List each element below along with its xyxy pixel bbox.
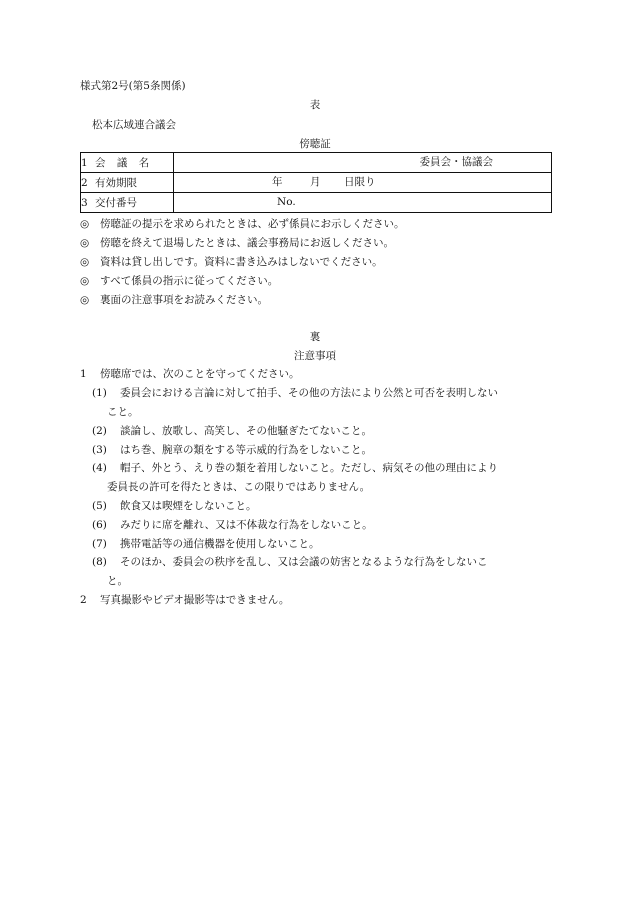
- year-unit: 年: [272, 176, 283, 188]
- double-circle-icon: ◎: [80, 275, 90, 287]
- section-title: 注意事項: [294, 350, 336, 362]
- subitem-text: 携帯電話等の通信機器を使用しないこと。: [120, 538, 320, 550]
- double-circle-icon: ◎: [80, 256, 90, 268]
- row-label: 有効期限: [95, 176, 137, 189]
- organization-name: 松本広域連合議会: [92, 119, 176, 131]
- subitem-number: (2): [92, 425, 107, 437]
- subitem-continuation: 委員長の許可を得たときは、この限りではありません。: [107, 481, 371, 493]
- subitem-number: (1): [92, 387, 107, 399]
- row-number: 3: [81, 196, 88, 209]
- row-label: 会 議 名: [95, 156, 154, 169]
- rule-subitem: [92, 518, 373, 532]
- subitem-number: (7): [92, 538, 107, 550]
- rule-subitem: [92, 461, 498, 475]
- rule-point-1: [80, 367, 300, 381]
- note-item: [80, 293, 268, 307]
- note-item: [80, 274, 278, 288]
- validity-date-text: [272, 175, 376, 189]
- rule-subitem: [92, 424, 372, 438]
- note-text: すべて係員の指示に従ってください。: [100, 275, 279, 287]
- subitem-continuation: こと。: [107, 406, 139, 418]
- subitem-number: (4): [92, 462, 107, 474]
- point-text: 写真撮影やビデオ撮影等はできません。: [100, 594, 290, 606]
- note-text: 傍聴を終えて退場したときは、議会事務局にお返しください。: [100, 237, 394, 249]
- card-title: 傍聴証: [299, 138, 331, 150]
- note-item: [80, 255, 383, 269]
- double-circle-icon: ◎: [80, 218, 90, 230]
- subitem-text: 帽子、外とう、えり巻の類を着用しないこと。ただし、病気その他の理由により: [120, 462, 498, 474]
- note-text: 資料は貸し出しです。資料に書き込みはしないでください。: [100, 256, 383, 268]
- rule-subitem: [92, 499, 257, 513]
- meeting-type-text: 委員会・協議会: [419, 156, 493, 168]
- form-label: 様式第2号(第5条関係): [80, 80, 186, 92]
- subitem-number: (8): [92, 556, 107, 568]
- subitem-text: 委員会における言論に対して拍手、その他の方法により公然と可否を表明しない: [120, 387, 498, 399]
- row-label-cell: [81, 153, 174, 173]
- back-side-label: 裏: [309, 331, 321, 343]
- rule-subitem: [92, 386, 498, 400]
- subitem-text: 飲食又は喫煙をしないこと。: [120, 500, 257, 512]
- double-circle-icon: ◎: [80, 237, 90, 249]
- row-label-cell: [81, 173, 174, 193]
- note-text: 裏面の注意事項をお読みください。: [100, 294, 268, 306]
- table-row: [81, 153, 552, 173]
- rule-subitem: [92, 537, 320, 551]
- point-text: 傍聴席では、次のことを守ってください。: [100, 368, 300, 380]
- row-label: 交付番号: [95, 196, 137, 209]
- subitem-number: (6): [92, 519, 107, 531]
- row-number: 2: [81, 176, 88, 189]
- day-limit-unit: 日限り: [344, 176, 376, 188]
- subitem-continuation: と。: [107, 575, 128, 587]
- point-number: 1: [80, 368, 87, 380]
- table-row: [81, 173, 552, 193]
- subitem-text: そのほか、委員会の秩序を乱し、又は会議の妨害となるような行為をしないこ: [120, 556, 488, 568]
- subitem-number: (3): [92, 444, 107, 456]
- note-item: [80, 217, 405, 231]
- month-unit: 月: [310, 176, 321, 188]
- table-row: [81, 193, 552, 213]
- rule-subitem: [92, 555, 488, 569]
- subitem-text: はち巻、腕章の類をする等示威的行為をしないこと。: [120, 444, 372, 456]
- pass-info-table: [80, 152, 552, 213]
- front-side-label: 表: [309, 99, 321, 111]
- row-label-cell: [81, 193, 174, 213]
- point-number: 2: [80, 594, 87, 606]
- row-number: 1: [81, 156, 88, 169]
- note-text: 傍聴証の提示を求められたときは、必ず係員にお示しください。: [100, 218, 405, 230]
- meeting-name-cell: [174, 153, 552, 173]
- rule-point-2: [80, 593, 289, 607]
- double-circle-icon: ◎: [80, 294, 90, 306]
- rule-subitem: [92, 443, 372, 457]
- subitem-text: みだりに席を離れ、又は不体裁な行為をしないこと。: [120, 519, 373, 531]
- issue-number-text: No.: [277, 196, 296, 208]
- subitem-number: (5): [92, 500, 107, 512]
- validity-date-cell: [174, 173, 552, 193]
- issue-number-cell: [174, 193, 552, 213]
- subitem-text: 談論し、放歌し、高笑し、その他騒ぎたてないこと。: [120, 425, 372, 437]
- note-item: [80, 236, 394, 250]
